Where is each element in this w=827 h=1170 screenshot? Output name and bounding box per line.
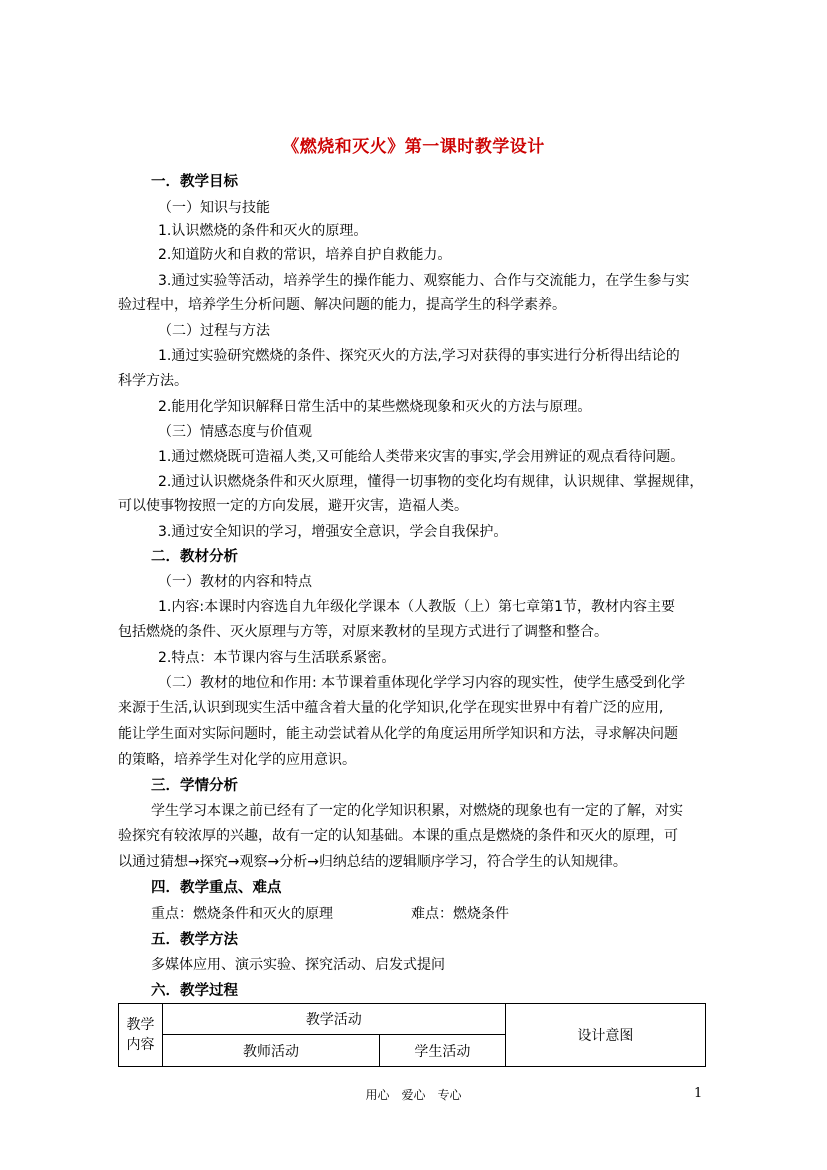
heading-teaching-methods: 五．教学方法 <box>151 932 238 948</box>
heading-key-points: 四．教学重点、难点 <box>151 880 282 896</box>
paragraph-line: 1.通过燃烧既可造福人类,又可能给人类带来灾害的事实,学会用辨证的观点看待问题。 <box>158 449 685 465</box>
subheading-attitude-values: （三）情感态度与价值观 <box>158 424 312 440</box>
paragraph-line: 来源于生活,认识到现实生活中蕴含着大量的化学知识,化学在现实世界中有着广泛的应用, <box>118 700 664 716</box>
heading-teaching-goals: 一．教学目标 <box>151 174 238 190</box>
subheading-process-methods: （二）过程与方法 <box>158 323 270 339</box>
subheading-knowledge-skills: （一）知识与技能 <box>158 200 270 216</box>
paragraph-line: 1.认识燃烧的条件和灭火的原理。 <box>158 223 368 239</box>
paragraph-line: 2.能用化学知识解释日常生活中的某些燃烧现象和灭火的方法与原理。 <box>158 399 592 415</box>
paragraph-line: 包括燃烧的条件、灭火原理与方等，对原来教材的呈现方式进行了调整和整合。 <box>118 624 608 640</box>
paragraph-line: 2.通过认识燃烧条件和灭火原理，懂得一切事物的变化均有规律，认识规律、掌握规律， <box>158 474 704 490</box>
heading-student-analysis: 三．学情分析 <box>151 778 238 794</box>
teaching-process-table <box>118 1003 706 1067</box>
paragraph-line: 2.知道防火和自救的常识，培养自护自救能力。 <box>158 247 452 263</box>
table-header-teacher: 教师活动 <box>162 1035 379 1067</box>
table-header-content: 教学内容 <box>119 1004 163 1067</box>
paragraph-line: 1.通过实验研究燃烧的条件、探究灭火的方法,学习对获得的事实进行分析得出结论的 <box>158 348 680 364</box>
key-point: 重点：燃烧条件和灭火的原理 <box>151 906 333 922</box>
paragraph-line: 验过程中，培养学生分析问题、解决问题的能力，提高学生的科学素养。 <box>118 297 566 313</box>
paragraph-line: 多媒体应用、演示实验、探究活动、启发式提问 <box>151 957 445 973</box>
page-number: 1 <box>694 1086 703 1101</box>
paragraph-line: 1.内容:本课时内容选自九年级化学课本（人教版（上）第七章第1节，教材内容主要 <box>158 599 675 615</box>
table-header-activity: 教学活动 <box>162 1004 505 1035</box>
paragraph-line: 的策略，培养学生对化学的应用意识。 <box>118 752 356 768</box>
table-header-design: 设计意图 <box>505 1004 705 1067</box>
paragraph-line: 能让学生面对实际问题时，能主动尝试着从化学的角度运用所学知识和方法，寻求解决问题 <box>118 726 678 742</box>
paragraph-line: 以通过猜想→探究→观察→分析→归纳总结的逻辑顺序学习，符合学生的认知规律。 <box>118 854 627 870</box>
paragraph-line: 学生学习本课之前已经有了一定的化学知识积累，对燃烧的现象也有一定的了解，对实 <box>151 803 683 819</box>
paragraph-line: 科学方法。 <box>118 373 188 389</box>
paragraph-line: 验探究有较浓厚的兴趣，故有一定的认知基础。本课的重点是燃烧的条件和灭火的原理，可 <box>118 828 678 844</box>
paragraph-line: 3.通过安全知识的学习，增强安全意识，学会自我保护。 <box>158 524 508 540</box>
paragraph-line: 2.特点：本节课内容与生活联系紧密。 <box>158 650 396 666</box>
paragraph-line: （二）教材的地位和作用: 本节课着重体现化学学习内容的现实性，使学生感受到化学 <box>158 675 686 691</box>
table-header-student: 学生活动 <box>380 1035 506 1067</box>
paragraph-line: 3.通过实验等活动，培养学生的操作能力、观察能力、合作与交流能力，在学生参与实 <box>158 273 690 289</box>
heading-textbook-analysis: 二．教材分析 <box>151 549 238 565</box>
subheading-textbook-content: （一）教材的内容和特点 <box>158 574 312 590</box>
heading-teaching-process: 六．教学过程 <box>151 983 238 999</box>
paragraph-line: 可以使事物按照一定的方向发展，避开灾害，造福人类。 <box>118 498 468 514</box>
page-footer: 用心 爱心 专心 <box>365 1088 462 1102</box>
difficult-point: 难点：燃烧条件 <box>411 906 509 922</box>
document-title: 《燃烧和灭火》第一课时教学设计 <box>282 137 545 157</box>
